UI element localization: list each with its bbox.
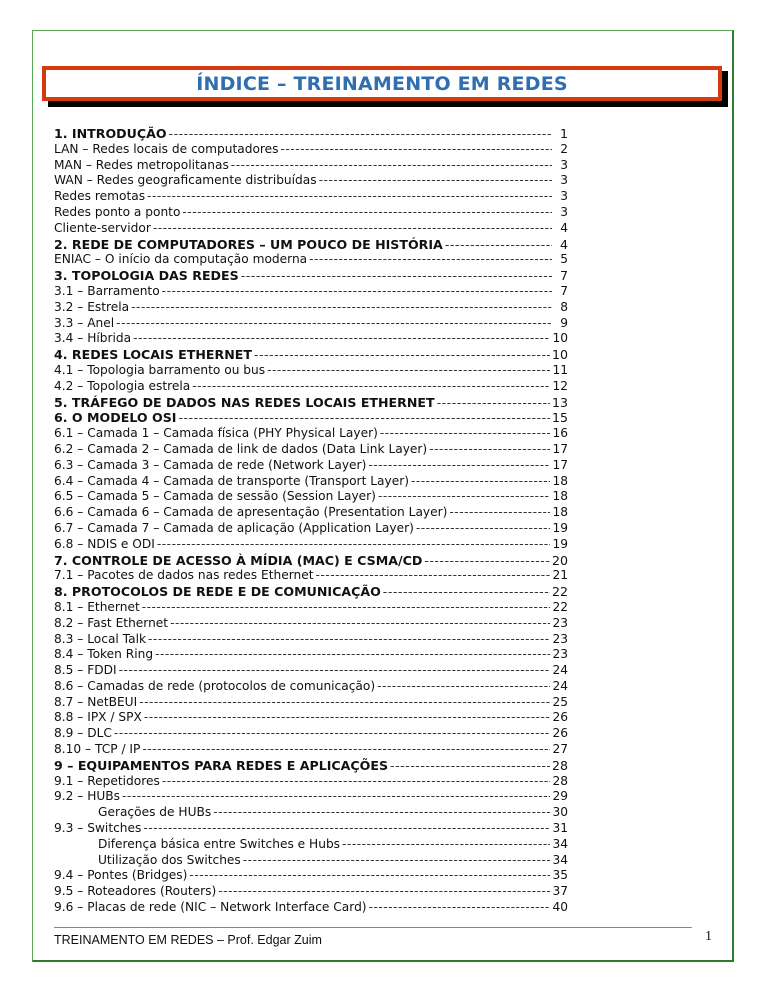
toc-entry-page: 31	[552, 821, 568, 836]
toc-leader-dashes	[213, 805, 550, 821]
toc-entry[interactable]	[54, 347, 568, 363]
toc-leader-dashes	[144, 710, 551, 726]
toc-entry-label: 6. O MODELO OSI	[54, 410, 177, 426]
toc-entry-label: 8.1 – Ethernet	[54, 599, 140, 614]
toc-entry[interactable]	[54, 505, 568, 521]
toc-leader-dashes	[319, 173, 552, 189]
toc-entry[interactable]	[54, 221, 568, 237]
toc-entry-label: 7.1 – Pacotes de dados nas redes Ethernet	[54, 568, 314, 583]
toc-leader-dashes	[411, 474, 551, 490]
toc-entry[interactable]	[54, 884, 568, 900]
toc-entry[interactable]	[54, 837, 568, 853]
toc-entry-label: 9.5 – Roteadores (Routers)	[54, 884, 217, 899]
toc-leader-dashes	[380, 426, 551, 442]
toc-entry-label: 4.2 – Topologia estrela	[54, 378, 191, 393]
toc-leader-dashes	[122, 789, 550, 805]
toc-entry-page: 9	[560, 315, 568, 330]
toc-leader-dashes	[147, 189, 552, 205]
toc-entry-label: 8.6 – Camadas de rede (protocolos de comunicação)	[54, 678, 376, 693]
toc-entry-label: 6.4 – Camada 4 – Camada de transporte (Transport Layer)	[54, 473, 409, 488]
toc-entry-page: 18	[552, 489, 568, 504]
toc-leader-dashes	[368, 458, 550, 474]
toc-leader-dashes	[416, 521, 551, 537]
toc-entry-label: 1. INTRODUÇÃO	[54, 126, 167, 141]
toc-leader-dashes	[157, 537, 551, 553]
toc-leader-dashes	[316, 568, 551, 584]
toc-entry-page: 13	[551, 394, 568, 410]
toc-entry-page: 40	[552, 900, 568, 915]
toc-entry-page: 5	[560, 252, 568, 267]
toc-entry-page: 3	[560, 204, 568, 219]
toc-leader-dashes	[116, 316, 552, 332]
toc-leader-dashes	[445, 237, 552, 253]
toc-leader-dashes	[143, 821, 550, 837]
toc-entry-label: 4. REDES LOCAIS ETHERNET	[54, 347, 252, 363]
toc-entry-page: 34	[552, 852, 568, 867]
toc-entry-page: 3	[560, 157, 568, 172]
toc-entry[interactable]	[54, 158, 568, 174]
toc-entry[interactable]	[54, 379, 568, 395]
toc-entry[interactable]	[54, 616, 568, 632]
toc-entry-page: 24	[552, 678, 568, 693]
toc-leader-dashes	[424, 553, 550, 569]
toc-entry-page: 26	[552, 726, 568, 741]
toc-entry-label: 2. REDE DE COMPUTADORES – UM POUCO DE HISTÓRIA	[54, 236, 443, 252]
toc-entry-page: 1	[559, 126, 568, 141]
toc-entry[interactable]	[54, 521, 568, 537]
toc-leader-dashes	[189, 868, 550, 884]
toc-entry[interactable]	[54, 805, 568, 821]
toc-leader-dashes	[155, 647, 550, 663]
toc-entry-label: 9.3 – Switches	[54, 821, 142, 836]
toc-entry[interactable]	[54, 442, 568, 458]
toc-entry-page: 3	[560, 189, 568, 204]
toc-entry-page: 17	[552, 457, 568, 472]
toc-leader-dashes	[378, 489, 551, 505]
toc-entry[interactable]	[54, 363, 568, 379]
toc-entry[interactable]	[54, 126, 568, 142]
toc-entry-label: MAN – Redes metropolitanas	[54, 157, 229, 172]
toc-entry-page: 26	[552, 710, 568, 725]
toc-entry-label: 8.4 – Token Ring	[54, 647, 154, 662]
toc-entry-page: 10	[551, 347, 568, 363]
toc-entry-page: 7	[559, 268, 568, 284]
toc-entry[interactable]	[54, 774, 568, 790]
toc-leader-dashes	[142, 600, 551, 616]
toc-leader-dashes	[162, 284, 552, 300]
toc-entry-page: 37	[552, 884, 568, 899]
toc-entry-label: 6.8 – NDIS e ODI	[54, 536, 155, 551]
toc-leader-dashes	[192, 379, 550, 395]
toc-entry[interactable]	[54, 426, 568, 442]
toc-leader-dashes	[241, 268, 552, 284]
toc-entry-label: 6.3 – Camada 3 – Camada de rede (Network Layer)	[54, 457, 367, 472]
toc-leader-dashes	[309, 252, 552, 268]
toc-entry[interactable]	[54, 474, 568, 490]
page-title: ÍNDICE – TREINAMENTO EM REDES	[196, 72, 568, 95]
toc-entry-label: Redes ponto a ponto	[54, 204, 181, 219]
toc-entry[interactable]	[54, 632, 568, 648]
toc-entry[interactable]	[54, 853, 568, 869]
toc-entry[interactable]	[54, 600, 568, 616]
toc-leader-dashes	[162, 774, 551, 790]
toc-entry-page: 22	[551, 584, 568, 600]
toc-entry-label: 6.2 – Camada 2 – Camada de link de dados (Data Link Layer)	[54, 441, 428, 456]
toc-leader-dashes	[383, 584, 550, 600]
toc-entry-page: 4	[559, 236, 568, 252]
toc-entry-label: 8.7 – NetBEUI	[54, 694, 138, 709]
table-of-contents	[54, 126, 568, 916]
toc-leader-dashes	[114, 726, 551, 742]
toc-entry[interactable]	[54, 742, 568, 758]
toc-entry[interactable]	[54, 584, 568, 600]
toc-entry[interactable]	[54, 395, 568, 411]
toc-entry-label: 8.10 – TCP / IP	[54, 742, 141, 757]
toc-entry-page: 18	[552, 505, 568, 520]
toc-entry[interactable]	[54, 284, 568, 300]
toc-entry-label: 3.3 – Anel	[54, 315, 115, 330]
toc-entry-label: ENIAC – O início da computação moderna	[54, 252, 308, 267]
toc-leader-dashes	[369, 900, 551, 916]
footer-text: TREINAMENTO EM REDES – Prof. Edgar Zuim	[54, 933, 322, 947]
toc-entry-page: 11	[552, 362, 568, 377]
toc-leader-dashes	[178, 410, 550, 426]
toc-entry-label: 8.3 – Local Talk	[54, 631, 147, 646]
toc-leader-dashes	[218, 884, 550, 900]
toc-entry[interactable]	[54, 142, 568, 158]
toc-entry-page: 18	[552, 473, 568, 488]
toc-entry-page: 30	[552, 805, 568, 820]
toc-leader-dashes	[342, 837, 550, 853]
toc-entry-page: 17	[552, 441, 568, 456]
toc-entry-label: 8.5 – FDDI	[54, 663, 117, 678]
toc-entry-page: 16	[552, 426, 568, 441]
toc-entry[interactable]	[54, 189, 568, 205]
toc-entry-label: 5. TRÁFEGO DE DADOS NAS REDES LOCAIS ETHERNET	[54, 394, 435, 410]
toc-entry-page: 8	[560, 299, 568, 314]
toc-leader-dashes	[281, 142, 553, 158]
toc-entry[interactable]	[54, 710, 568, 726]
toc-entry-label: Utilização dos Switches	[98, 852, 241, 867]
toc-entry-page: 29	[552, 789, 568, 804]
toc-entry-label: 3.1 – Barramento	[54, 283, 160, 298]
toc-entry-page: 34	[552, 836, 568, 851]
toc-entry-label: 9.4 – Pontes (Bridges)	[54, 868, 188, 883]
toc-entry-label: 9.2 – HUBs	[54, 789, 121, 804]
toc-entry[interactable]	[54, 647, 568, 663]
toc-entry[interactable]	[54, 695, 568, 711]
toc-entry[interactable]	[54, 663, 568, 679]
toc-entry-label: Diferença básica entre Switches e Hubs	[98, 836, 341, 851]
toc-leader-dashes	[231, 158, 552, 174]
toc-entry[interactable]	[54, 821, 568, 837]
toc-entry-page: 2	[560, 141, 568, 156]
toc-entry[interactable]	[54, 789, 568, 805]
toc-entry-label: Redes remotas	[54, 189, 146, 204]
toc-entry[interactable]	[54, 252, 568, 268]
toc-entry-label: 3. TOPOLOGIA DAS REDES	[54, 268, 239, 284]
toc-leader-dashes	[390, 758, 550, 774]
toc-leader-dashes	[169, 126, 552, 142]
toc-entry-label: 9.6 – Placas de rede (NIC – Network Interface Card)	[54, 900, 367, 915]
toc-entry-page: 35	[552, 868, 568, 883]
toc-entry[interactable]	[54, 316, 568, 332]
toc-leader-dashes	[153, 221, 552, 237]
toc-entry[interactable]	[54, 458, 568, 474]
toc-leader-dashes	[170, 616, 550, 632]
toc-entry-page: 3	[560, 173, 568, 188]
toc-entry-page: 28	[552, 773, 568, 788]
toc-leader-dashes	[148, 632, 550, 648]
toc-leader-dashes	[254, 347, 550, 363]
toc-entry[interactable]	[54, 410, 568, 426]
toc-entry-page: 12	[552, 378, 568, 393]
toc-leader-dashes	[119, 663, 551, 679]
toc-entry-page: 4	[560, 220, 568, 235]
toc-leader-dashes	[182, 205, 552, 221]
toc-leader-dashes	[449, 505, 550, 521]
toc-entry[interactable]	[54, 726, 568, 742]
toc-entry[interactable]	[54, 537, 568, 553]
toc-entry-label: LAN – Redes locais de computadores	[54, 141, 279, 156]
toc-entry-page: 22	[552, 599, 568, 614]
toc-entry-page: 19	[552, 536, 568, 551]
toc-entry-label: 6.5 – Camada 5 – Camada de sessão (Session Layer)	[54, 489, 376, 504]
toc-entry[interactable]	[54, 205, 568, 221]
toc-entry-label: 9.1 – Repetidores	[54, 773, 160, 788]
toc-entry[interactable]	[54, 489, 568, 505]
footer-divider	[54, 927, 692, 928]
toc-leader-dashes	[429, 442, 550, 458]
toc-entry-page: 10	[552, 331, 568, 346]
toc-entry-page: 20	[551, 552, 568, 568]
toc-entry-label: 6.6 – Camada 6 – Camada de apresentação (Presentation Layer)	[54, 505, 448, 520]
toc-leader-dashes	[267, 363, 550, 379]
page-number: 1	[705, 929, 712, 944]
toc-entry-label: 6.1 – Camada 1 – Camada física (PHY Physical Layer)	[54, 426, 378, 441]
toc-entry[interactable]	[54, 900, 568, 916]
toc-entry-label: 4.1 – Topologia barramento ou bus	[54, 362, 266, 377]
toc-entry-label: Cliente-servidor	[54, 220, 151, 235]
toc-leader-dashes	[131, 300, 552, 316]
toc-entry[interactable]	[54, 553, 568, 569]
toc-entry-label: 3.4 – Híbrida	[54, 331, 132, 346]
toc-entry-page: 21	[552, 568, 568, 583]
toc-entry-page: 25	[552, 694, 568, 709]
toc-entry[interactable]	[54, 173, 568, 189]
toc-entry-label: 8.8 – IPX / SPX	[54, 710, 142, 725]
toc-leader-dashes	[243, 853, 551, 869]
toc-leader-dashes	[139, 695, 550, 711]
toc-entry[interactable]	[54, 268, 568, 284]
title-box	[42, 66, 722, 101]
toc-entry-label: 6.7 – Camada 7 – Camada de aplicação (Application Layer)	[54, 520, 414, 535]
toc-entry-page: 24	[552, 663, 568, 678]
toc-entry[interactable]	[54, 331, 568, 347]
toc-entry[interactable]	[54, 300, 568, 316]
toc-entry-page: 27	[552, 742, 568, 757]
toc-entry-page: 23	[552, 647, 568, 662]
toc-leader-dashes	[142, 742, 550, 758]
toc-leader-dashes	[133, 331, 550, 347]
toc-entry-page: 23	[552, 615, 568, 630]
toc-entry[interactable]	[54, 568, 568, 584]
toc-entry-label: Gerações de HUBs	[98, 805, 212, 820]
toc-leader-dashes	[437, 395, 550, 411]
toc-entry-page: 28	[551, 757, 568, 773]
toc-entry-label: 8.2 – Fast Ethernet	[54, 615, 169, 630]
toc-entry-page: 15	[551, 410, 568, 426]
toc-entry-page: 7	[560, 283, 568, 298]
toc-entry-page: 23	[552, 631, 568, 646]
toc-entry-label: WAN – Redes geograficamente distribuídas	[54, 173, 317, 188]
toc-entry-label: 8.9 – DLC	[54, 726, 112, 741]
toc-entry-label: 3.2 – Estrela	[54, 299, 130, 314]
toc-entry[interactable]	[54, 758, 568, 774]
toc-entry[interactable]	[54, 679, 568, 695]
toc-leader-dashes	[377, 679, 550, 695]
toc-entry-label: 7. CONTROLE DE ACESSO À MÍDIA (MAC) E CSMA/CD	[54, 552, 423, 568]
toc-entry-page: 19	[552, 520, 568, 535]
toc-entry-label: 8. PROTOCOLOS DE REDE E DE COMUNICAÇÃO	[54, 584, 381, 600]
toc-entry[interactable]	[54, 868, 568, 884]
toc-entry-label: 9 – EQUIPAMENTOS PARA REDES E APLICAÇÕES	[54, 757, 389, 773]
toc-entry[interactable]	[54, 237, 568, 253]
